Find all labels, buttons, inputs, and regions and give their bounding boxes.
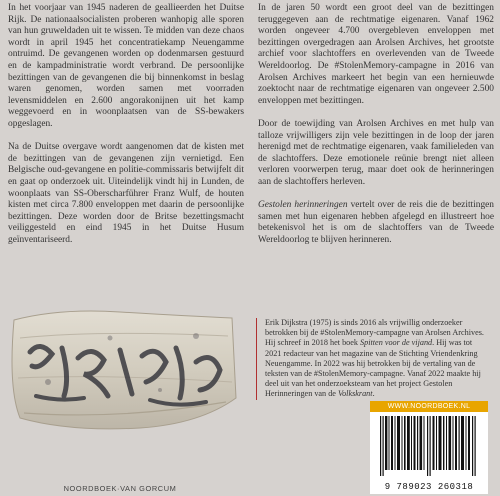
second-paragraph: Na de Duitse overgave wordt aangenomen dat de kisten met de bezittingen van de gevangenen zijn vernietigd. Een Belgische oud-gevangene en politie-commissaris betwijfelt dit en gaat op onderzoek uit. Uiteindelijk vindt hij in Lunden, de woonplaats van SS-Oberscharführer Franz Wulf, de houten kisten met circa 7.800 enveloppen met daarin de persoonlijke bezittingen. Deze worden door de Britse bezettingsmacht veiliggesteld en eind 1945 in het Duitse Husum geïnventariseerd.: [8, 142, 244, 245]
cloth-object-photo: [0, 278, 240, 468]
back-cover-text-left: [8, 3, 244, 258]
intro-paragraph: In het voorjaar van 1945 naderen de geallieerden het Duitse Rijk. De nationaalsocialisten proberen wanhopig alle sporen van hun gruweldaden uit te wissen. Te midden van deze chaos wordt in april 1945 het concentratiekamp Neuengamme ontruimd. De gevangenen worden op dodenmarsen gestuurd en de kampadministratie wordt verbrand. De persoonlijke bezittingen van de gevangenen die bij binnenkomst in beslag waren genomen, worden samen met voorraden levensmiddelen en 2.600 angorakonijnen uit het kamp weggevoerd en in woonplaatsen van de SS-bewakers opgeslagen.: [8, 3, 244, 129]
author-bio-text: Erik Dijkstra (1975) is sinds 2016 als vrijwillig onderzoeker betrokken bij de #StolenMemory-campagne van Arolsen Archives. Hij schreef in 2018 het boek Spitten voor de vijand. Hij was tot 2021 redacteur van het magazine van de Stichting Vriendenkring Neuengamme. In 2022 was hij betrokken bij de vertaling van de teksten van de #StolenMemory-campagne. Vanaf 2022 maakte hij deel uit van het onderzoeksteam van het project Gestolen Herinneringen van de Volkskrant.: [265, 318, 484, 399]
closing-text: vertelt over de reis die de bezittingen samen met hun eigenaren hebben afgelegd en illustreert hoe betekenisvol het is om de slachtoffers van de Tweede Wereldoorlog te blijven herinneren.: [258, 200, 494, 245]
isbn-barcode: [370, 412, 488, 494]
book-title: Gestolen herinneringen: [258, 200, 348, 211]
publisher-name: NOORDBOEK·VAN GORCUM: [63, 484, 177, 493]
fourth-paragraph: Door de toewijding van Arolsen Archives en met hulp van talloze vrijwilligers zijn vele bezittingen in de loop der jaren herenigd met de rechtmatige eigenaren, vaak familieleden van de slachtoffers. Deze emotionele reünie brengt niet alleen verloren voorwerpen terug, maar doet ook de herinneringen aan de slachtoffers herleven.: [258, 118, 494, 187]
isbn-number: 9 789023 260318: [384, 482, 474, 492]
back-cover-text-right: [258, 3, 494, 258]
bio-book-title: Spitten voor de vijand: [360, 338, 433, 348]
author-bio: [256, 318, 487, 400]
bio-newspaper: Volkskrant: [337, 389, 373, 399]
third-paragraph: In de jaren 50 wordt een groot deel van de bezittingen teruggegeven aan de rechtmatige eigenaren. Vanaf 1962 worden ongeveer 4.700 overgebleven enveloppen met bezittingen overgedragen aan Arolsen Archives, het grootste archief voor slachtoffers en overlevenden van de Tweede Wereldoorlog. De #StolenMemory-campagne in 2016 van Arolsen Archives markeert het begin van een hernieuwde zoektocht naar de rechtmatige eigenaren van ongeveer 2.500 enveloppen met bezittingen.: [258, 3, 494, 106]
closing-paragraph: [258, 200, 494, 246]
barcode-bars: [378, 416, 480, 476]
website-badge: WWW.NOORDBOEK.NL: [370, 401, 488, 412]
